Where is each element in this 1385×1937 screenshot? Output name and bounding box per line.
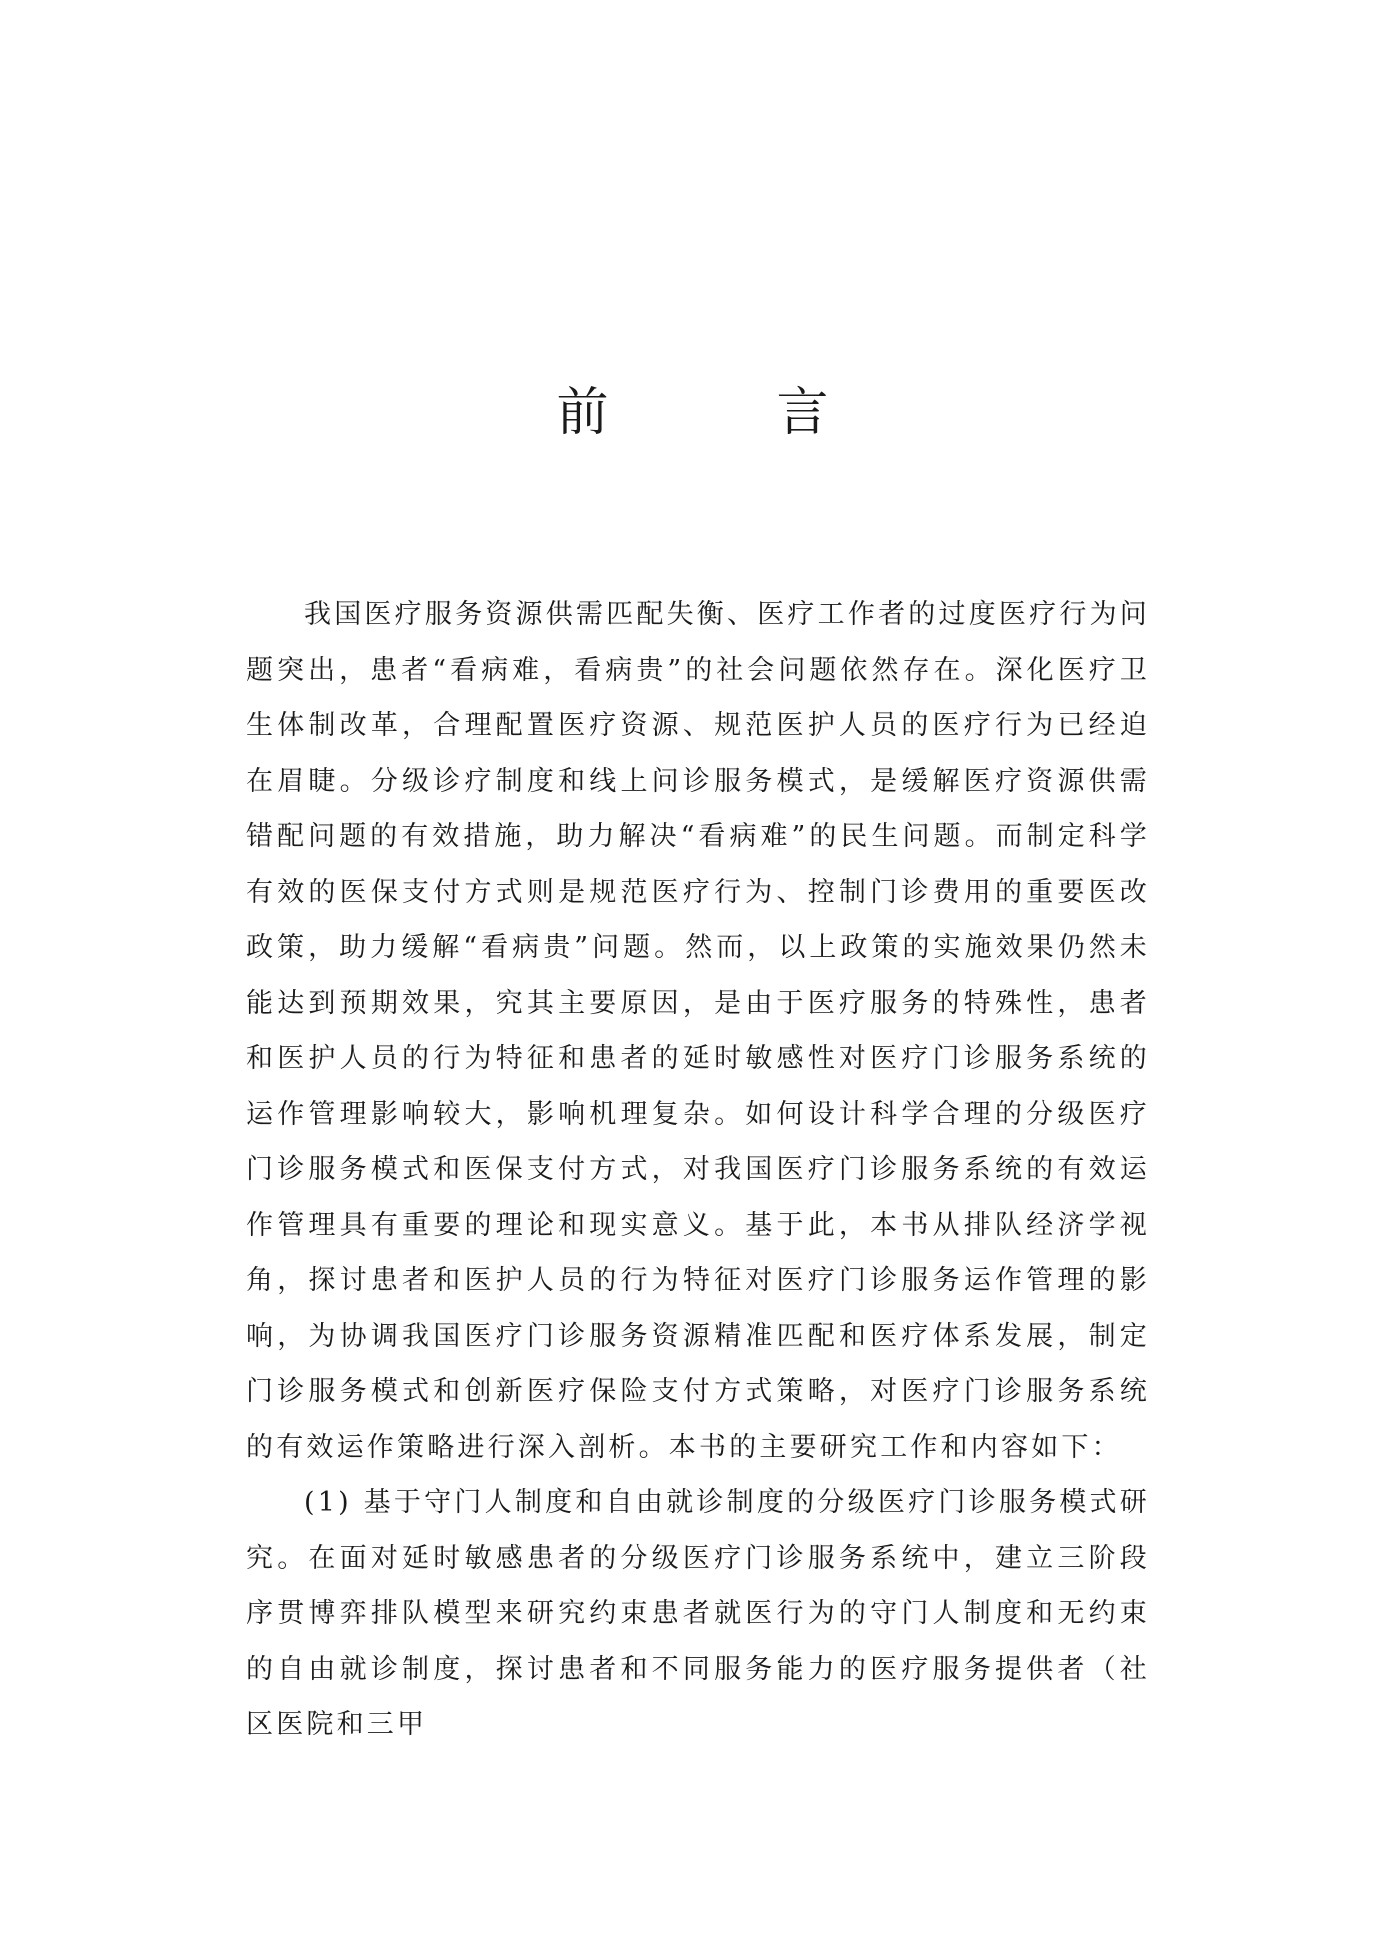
paragraph-intro: 我国医疗服务资源供需匹配失衡、医疗工作者的过度医疗行为问题突出，患者“看病难，看病贵”的社会问题依然存在。深化医疗卫生体制改革，合理配置医疗资源、规范医护人员的医疗行为已经迫在眉睫。分级诊疗制度和线上问诊服务模式，是缓解医疗资源供需错配问题的有效措施，助力解决“看病难”的民生问题。而制定科学有效的医保支付方式则是规范医疗行为、控制门诊费用的重要医改政策，助力缓解“看病贵”问题。然而，以上政策的实施效果仍然未能达到预期效果，究其主要原因，是由于医疗服务的特殊性，患者和医护人员的行为特征和患者的延时敏感性对医疗门诊服务系统的运作管理影响较大，影响机理复杂。如何设计科学合理的分级医疗门诊服务模式和医保支付方式，对我国医疗门诊服务系统的有效运作管理具有重要的理论和现实意义。基于此，本书从排队经济学视角，探讨患者和医护人员的行为特征对医疗门诊服务运作管理的影响，为协调我国医疗门诊服务资源精准匹配和医疗体系发展，制定门诊服务模式和创新医疗保险支付方式策略，对医疗门诊服务系统的有效运作策略进行深入剖析。本书的主要研究工作和内容如下：: [246, 599, 1150, 1463]
paragraph-item-1: (1) 基于守门人制度和自由就诊制度的分级医疗门诊服务模式研究。在面对延时敏感患者的分级医疗门诊服务系统中，建立三阶段序贯博弈排队模型来研究约束患者就医行为的守门人制度和无约束的自由就诊制度，探讨患者和不同服务能力的医疗服务提供者（社区医院和三甲: [246, 1487, 1150, 1740]
body-text: [246, 587, 1150, 1753]
page-title: 前 言: [556, 383, 887, 443]
